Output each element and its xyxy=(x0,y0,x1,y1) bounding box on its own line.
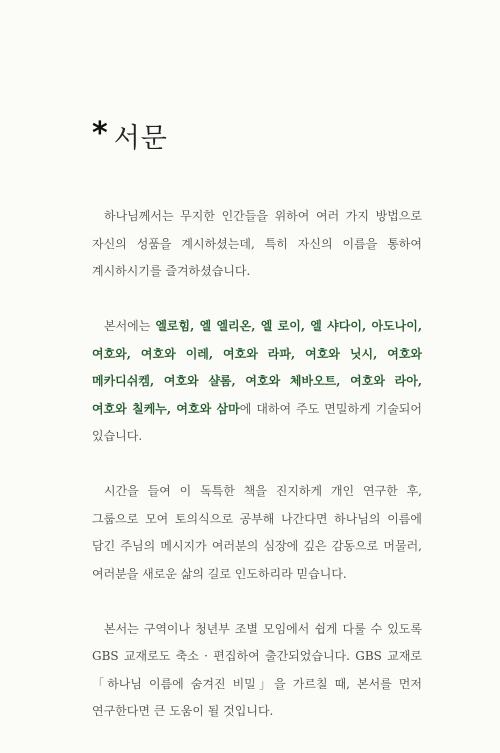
paragraph-2-prefix: 본서에는 xyxy=(104,319,156,333)
page-title: 서문 xyxy=(113,123,168,154)
paragraph-2 xyxy=(92,313,422,451)
paragraph-3: 시간을 들여 이 독특한 책을 진지하게 개인 연구한 후, 그룹으로 모여 토의식으로 공부해 나간다면 하나님의 이름에 담긴 주님의 메시지가 여러분의 심장에 깊은 감동으로 머물러, 여러분을 새로운 삶의 길로 인도하리라 믿습니다. xyxy=(92,484,422,581)
paragraph-2-suffix: 에 대하여 주도 면밀하게 기술되어 있습니다. xyxy=(92,401,422,443)
asterisk-marker: * xyxy=(92,116,108,151)
section-heading xyxy=(92,116,168,156)
paragraph-1: 하나님께서는 무지한 인간들을 위하여 여러 가지 방법으로 자신의 성품을 계시하셨는데, 특히 자신의 이름을 통하여 계시하시기를 즐겨하셨습니다. xyxy=(92,209,422,278)
paragraph-4: 본서는 구역이나 청년부 조별 모임에서 쉽게 다룰 수 있도록 GBS 교재로도 축소 · 편집하여 출간되었습니다. GBS 교재로 「하나님 이름에 숨겨진 비밀」을 가르칠 때, 본서를 먼저 연구한다면 큰 도움이 될 것입니다. xyxy=(92,621,422,718)
preface-body xyxy=(92,203,422,753)
divine-names-list: 엘로힘, 엘 엘리온, 엘 로이, 엘 샤다이, 아도나이, 여호와, 여호와 이레, 여호와 라파, 여호와 닛시, 여호와 메카디쉬켐, 여호와 샬롬, 여호와 체바오트, 여호와 라아, 여호와 칠케누, 여호와 삼마 xyxy=(92,319,422,416)
